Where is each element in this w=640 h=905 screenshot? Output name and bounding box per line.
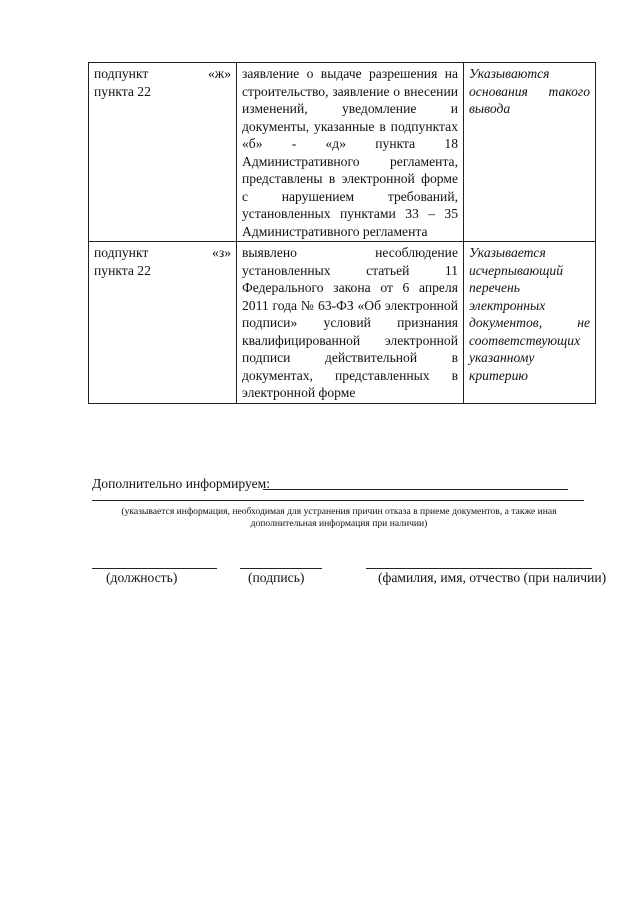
additional-info-label: Дополнительно информируем: bbox=[92, 476, 270, 491]
name-label: (фамилия, имя, отчество (при наличии) bbox=[378, 570, 607, 585]
ground-letter: «ж» bbox=[208, 66, 231, 81]
position-label: (должность) bbox=[106, 570, 178, 585]
table-row bbox=[89, 242, 596, 404]
additional-info-line-2 bbox=[92, 500, 584, 501]
refusal-reasons-table bbox=[88, 62, 596, 404]
ground-cell bbox=[89, 242, 237, 404]
explanation-cell: Указываются основания такого вывода bbox=[464, 63, 596, 242]
reason-cell: выявлено несоблюдение установленных статьей 11 Федерального закона от 6 апреля 2011 года № 63-ФЗ «Об электронной подписи» условий признания квалифицированной электронной подписи действительной в документах, представленных в электронной форме bbox=[237, 242, 464, 404]
position-line bbox=[92, 568, 217, 569]
ground-letter: «з» bbox=[212, 245, 231, 260]
ground-word: подпункт bbox=[94, 66, 149, 81]
table-row bbox=[89, 63, 596, 242]
explanation-cell: Указывается исчерпывающий перечень электронных документов, не соответствующих указанному критерию bbox=[464, 242, 596, 404]
ground-rest: пункта 22 bbox=[94, 83, 151, 99]
signature-label: (подпись) bbox=[248, 570, 305, 585]
ground-word: подпункт bbox=[94, 245, 149, 260]
signature-line bbox=[240, 568, 322, 569]
reason-cell: заявление о выдаче разрешения на строительство, заявление о внесении изменений, уведомление и документы, указанные в подпунктах «б» - «д» пункта 18 Административного регламента, представлены в электронной форме с нарушением требований, установленных пунктами 33 – 35 Административного регламента bbox=[237, 63, 464, 242]
additional-info-line bbox=[263, 489, 568, 490]
additional-info-note: (указывается информация, необходимая для устранения причин отказа в приеме документов, а также иная дополнительная информация при наличии) bbox=[121, 506, 557, 529]
ground-cell bbox=[89, 63, 237, 242]
ground-rest: пункта 22 bbox=[94, 262, 151, 278]
name-line bbox=[366, 568, 592, 569]
